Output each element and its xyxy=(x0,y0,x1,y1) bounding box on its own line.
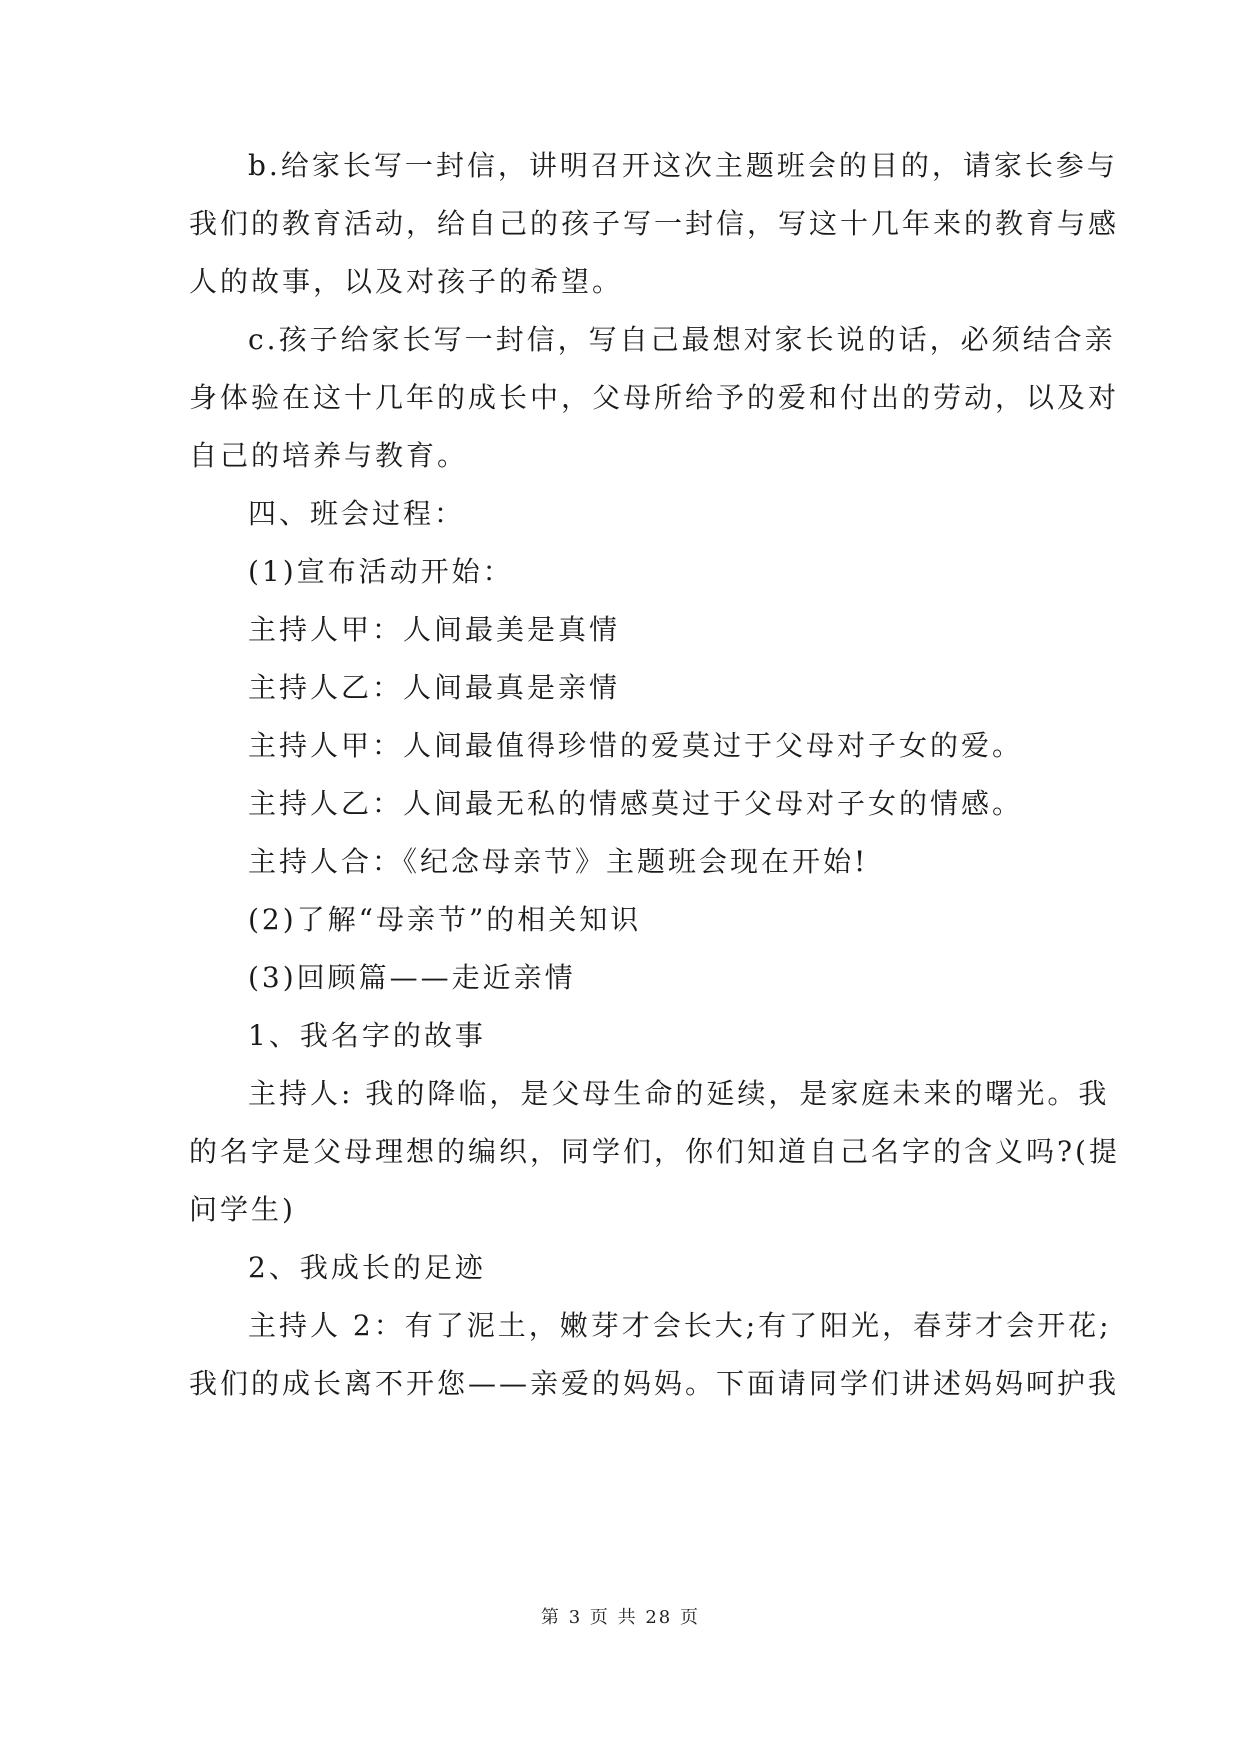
paragraph-line: 主持人甲：人间最美是真情 xyxy=(248,613,621,646)
paragraph-line: (3)回顾篇——走近亲情 xyxy=(248,961,576,994)
paragraph-line: 的名字是父母理想的编织，同学们，你们知道自己名字的含义吗?(提 xyxy=(189,1135,1120,1168)
paragraph-line: (1)宣布活动开始： xyxy=(248,555,514,588)
paragraph-line: 主持人: 我的降临，是父母生命的延续，是家庭未来的曙光。我 xyxy=(248,1077,1110,1110)
paragraph-line: 2、我成长的足迹 xyxy=(248,1251,486,1284)
paragraph-line: c.孩子给家长写一封信，写自己最想对家长说的话，必须结合亲 xyxy=(248,323,1116,356)
paragraph-line: b.给家长写一封信，讲明召开这次主题班会的目的，请家长参与 xyxy=(248,149,1118,182)
paragraph-line: 问学生) xyxy=(189,1193,296,1226)
page-footer: 第 3 页 共 28 页 xyxy=(541,1607,700,1628)
paragraph-line: 主持人 2：有了泥土，嫩芽才会长大;有了阳光，春芽才会开花; xyxy=(248,1309,1112,1342)
paragraph-line: 身体验在这十几年的成长中，父母所给予的爱和付出的劳动，以及对 xyxy=(189,381,1120,414)
paragraph-line: 主持人甲：人间最值得珍惜的爱莫过于父母对子女的爱。 xyxy=(248,729,1024,762)
paragraph-line: 主持人乙：人间最真是亲情 xyxy=(248,671,621,704)
paragraph-line: (2)了解“母亲节”的相关知识 xyxy=(248,903,642,936)
paragraph-line: 我们的教育活动，给自己的孩子写一封信，写这十几年来的教育与感 xyxy=(189,207,1120,240)
paragraph-line: 自己的培养与教育。 xyxy=(189,439,469,472)
paragraph-line: 主持人合：《纪念母亲节》主题班会现在开始! xyxy=(248,845,869,878)
paragraph-line: 1、我名字的故事 xyxy=(248,1019,486,1052)
paragraph-line: 主持人乙：人间最无私的情感莫过于父母对子女的情感。 xyxy=(248,787,1024,820)
section-heading: 四、班会过程： xyxy=(248,497,466,530)
paragraph-line: 人的故事，以及对孩子的希望。 xyxy=(189,265,624,298)
paragraph-line: 我们的成长离不开您——亲爱的妈妈。下面请同学们讲述妈妈呵护我 xyxy=(189,1367,1120,1400)
